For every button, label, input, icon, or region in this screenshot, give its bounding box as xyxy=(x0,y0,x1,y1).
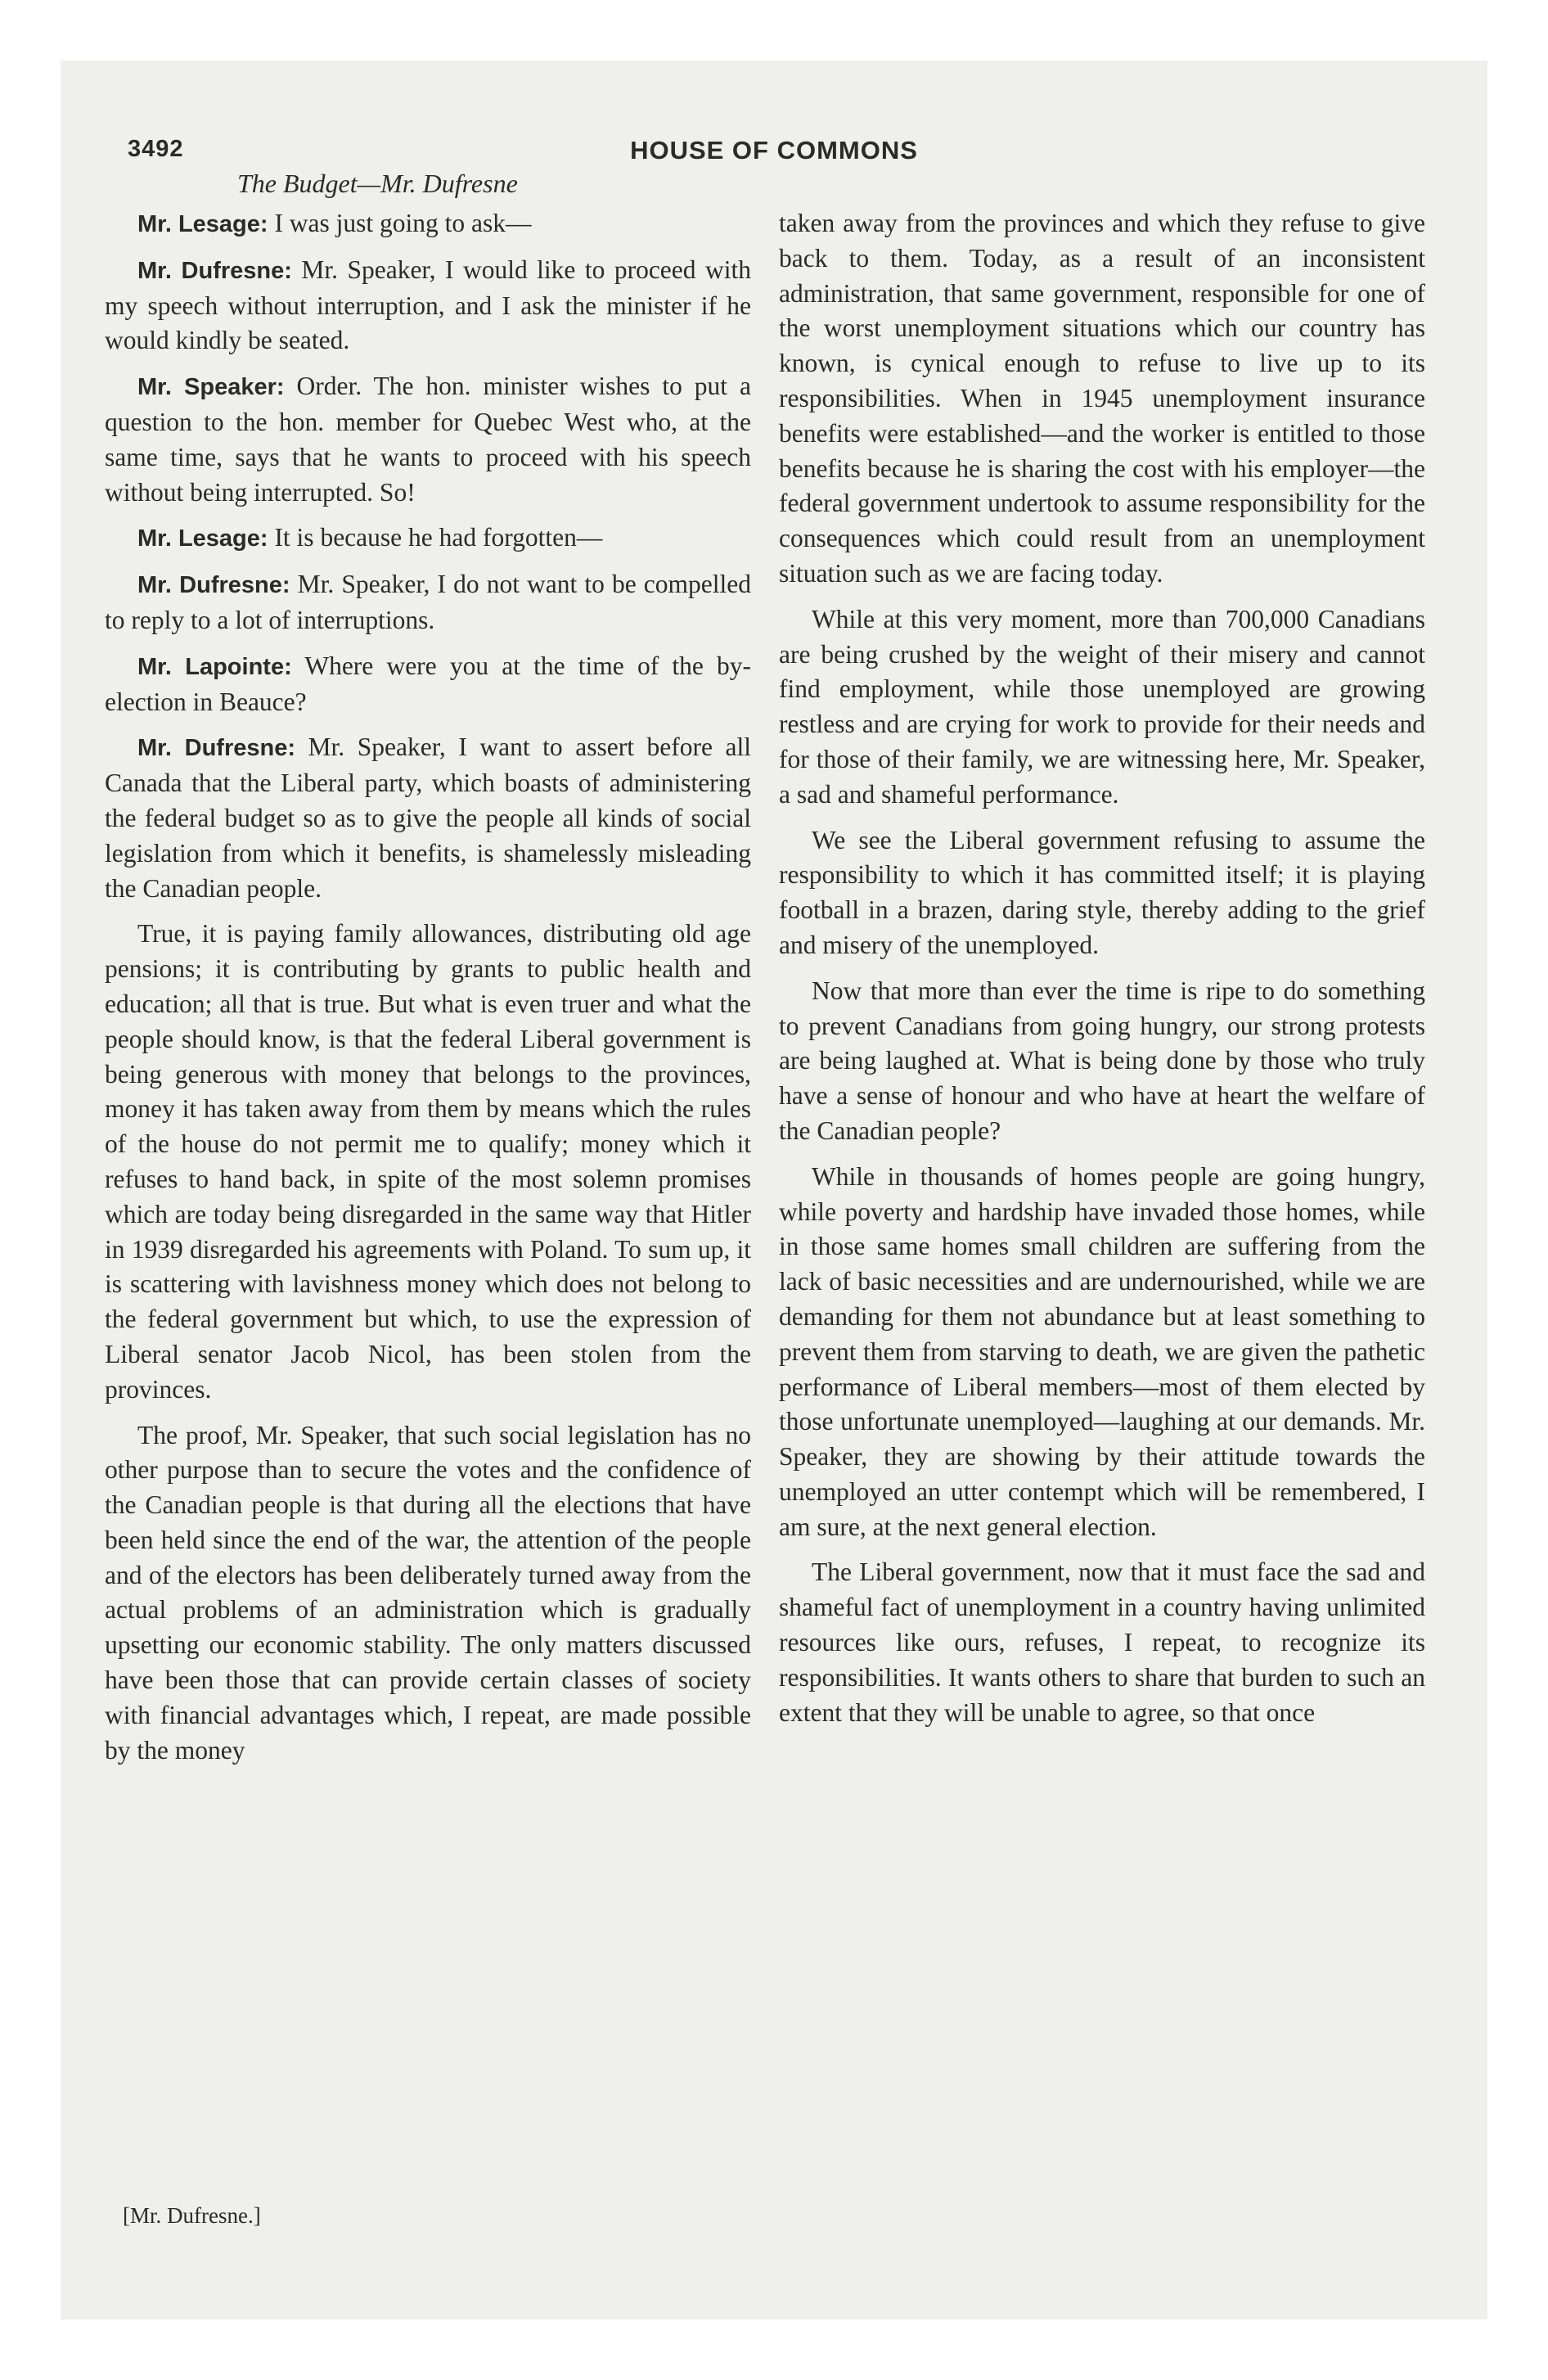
paragraph-text: Now that more than ever the time is ripe to do something to prevent Canadians from going hungry, our strong protests are being laughed at. What is being done by those who truly have a sense of honour and who have at heart the welfare of the Canadian people? xyxy=(779,976,1425,1145)
left-column xyxy=(105,206,751,1778)
paragraph-text: While at this very moment, more than 700,000 Canadians are being crushed by the weight of their misery and cannot find employment, while those unemployed are growing restless and are crying for work to provide for their needs and for those of their family, we are witnessing here, Mr. Speaker, a sad and shameful performance. xyxy=(779,604,1425,809)
speech-text: Mr. Speaker, I would like to proceed with my speech without interruption, and I ask the minister if he would kindly be seated. xyxy=(105,255,751,355)
paragraph-text: While in thousands of homes people are going hungry, while poverty and hardship have invaded those homes, while in those same homes small children are suffering from the lack of basic necessities and are undernourished, while we are demanding for them not abundance but at least something to prevent them from starving to death, we are given the pathetic performance of Liberal members—most of them elected by those unfortunate unemployed—laughing at our demands. Mr. Speaker, they are showing by their attitude towards the unemployed an utter contempt which will be remembered, I am sure, at the next general election. xyxy=(779,1161,1425,1541)
speech-text: Mr. Speaker, I do not want to be compelled to reply to a lot of interruptions. xyxy=(105,570,751,634)
speaker-name: Mr. Dufresne: xyxy=(137,735,295,762)
paragraph xyxy=(779,1555,1425,1730)
paragraph-text: True, it is paying family allowances, distributing old age pensions; it is contributing by grants to public health and education; all that is true. But what is even truer and what the people should know, is that the federal Liberal government is being generous with money that belongs to the provinces, money it has taken away from them by means which the rules of the house do not permit me to qualify; money which it refuses to hand back, in spite of the most solemn promises which are today being disregarded in the same way that Hitler in 1939 disregarded his agreements with Poland. To sum up, it is scattering with lavishness money which does not belong to the federal government but which, to use the expression of Liberal senator Jacob Nicol, has been stolen from the provinces. xyxy=(105,919,751,1404)
paragraph xyxy=(105,521,751,557)
speaker-name: Mr. Dufresne: xyxy=(137,257,292,284)
paragraph xyxy=(105,369,751,510)
speech-text: Mr. Speaker, I want to assert before all Canada that the Liberal party, which boasts of administering the federal budget so as to give the people all kinds of social legislation from which it benefits, is shamelessly misleading the Canadian people. xyxy=(105,732,751,903)
speech-text: Order. The hon. minister wishes to put a question to the hon. member for Quebec West who, at the same time, says that he wants to proceed with his speech without being interrupted. So! xyxy=(105,372,751,507)
speaker-name: Mr. Lesage: xyxy=(137,211,268,237)
right-column xyxy=(779,206,1425,1741)
speaker-name: Mr. Lapointe: xyxy=(137,653,292,680)
paragraph xyxy=(105,567,751,638)
paragraph xyxy=(105,917,751,1407)
section-subtitle: The Budget—Mr. Dufresne xyxy=(237,169,518,198)
speech-text: Where were you at the time of the by-election in Beauce? xyxy=(105,651,751,716)
paragraph xyxy=(105,1418,751,1769)
paragraph-text: taken away from the provinces and which they refuse to give back to them. Today, as a result of an inconsistent administration, that same government, responsible for one of the worst unemployment situations which our country has known, is cynical enough to refuse to live up to its responsibilities. When in 1945 unemployment insurance benefits were established—and the worker is entitled to those benefits because he is sharing the cost with his employer—the federal government undertook to assume responsibility for the consequences which could result from an unemployment situation such as we are facing today. xyxy=(779,209,1425,588)
speaker-name: Mr. Lesage: xyxy=(137,525,268,552)
paragraph-text: We see the Liberal government refusing to assume the responsibility to which it has committed itself; it is playing football in a brazen, daring style, thereby adding to the grief and misery of the unemployed. xyxy=(779,825,1425,959)
paragraph xyxy=(105,649,751,720)
speaker-name: Mr. Speaker: xyxy=(137,374,285,401)
speaker-name: Mr. Dufresne: xyxy=(137,572,290,599)
page-number: 3492 xyxy=(128,136,184,162)
paragraph-text: The proof, Mr. Speaker, that such social legislation has no other purpose than to secure the votes and the confidence of the Canadian people is that during all the elections that have been held since the end of the war, the attention of the people and of the electors has been deliberately turned away from the actual problems of an administration which is gradually upsetting our economic stability. The only matters discussed have been those that can provide certain classes of society with financial advantages which, I repeat, are made possible by the money xyxy=(105,1420,751,1765)
speech-text: It is because he had forgotten— xyxy=(268,523,603,552)
paragraph xyxy=(779,602,1425,813)
paragraph-text: The Liberal government, now that it must face the sad and shameful fact of unemployment in a country having unlimited resources like ours, refuses, I repeat, to recognize its responsibilities. It wants others to share that burden to such an extent that they will be unable to agree, so that once xyxy=(779,1557,1425,1727)
paragraph xyxy=(105,730,751,906)
paragraph xyxy=(779,823,1425,963)
footer-signature: [Mr. Dufresne.] xyxy=(123,2203,261,2228)
paragraph xyxy=(105,206,751,242)
paragraph xyxy=(779,974,1425,1149)
paragraph xyxy=(779,1160,1425,1545)
paragraph xyxy=(105,253,751,358)
running-head: HOUSE OF COMMONS xyxy=(630,136,918,165)
speech-text: I was just going to ask— xyxy=(268,209,532,237)
paragraph-continuation xyxy=(779,206,1425,592)
